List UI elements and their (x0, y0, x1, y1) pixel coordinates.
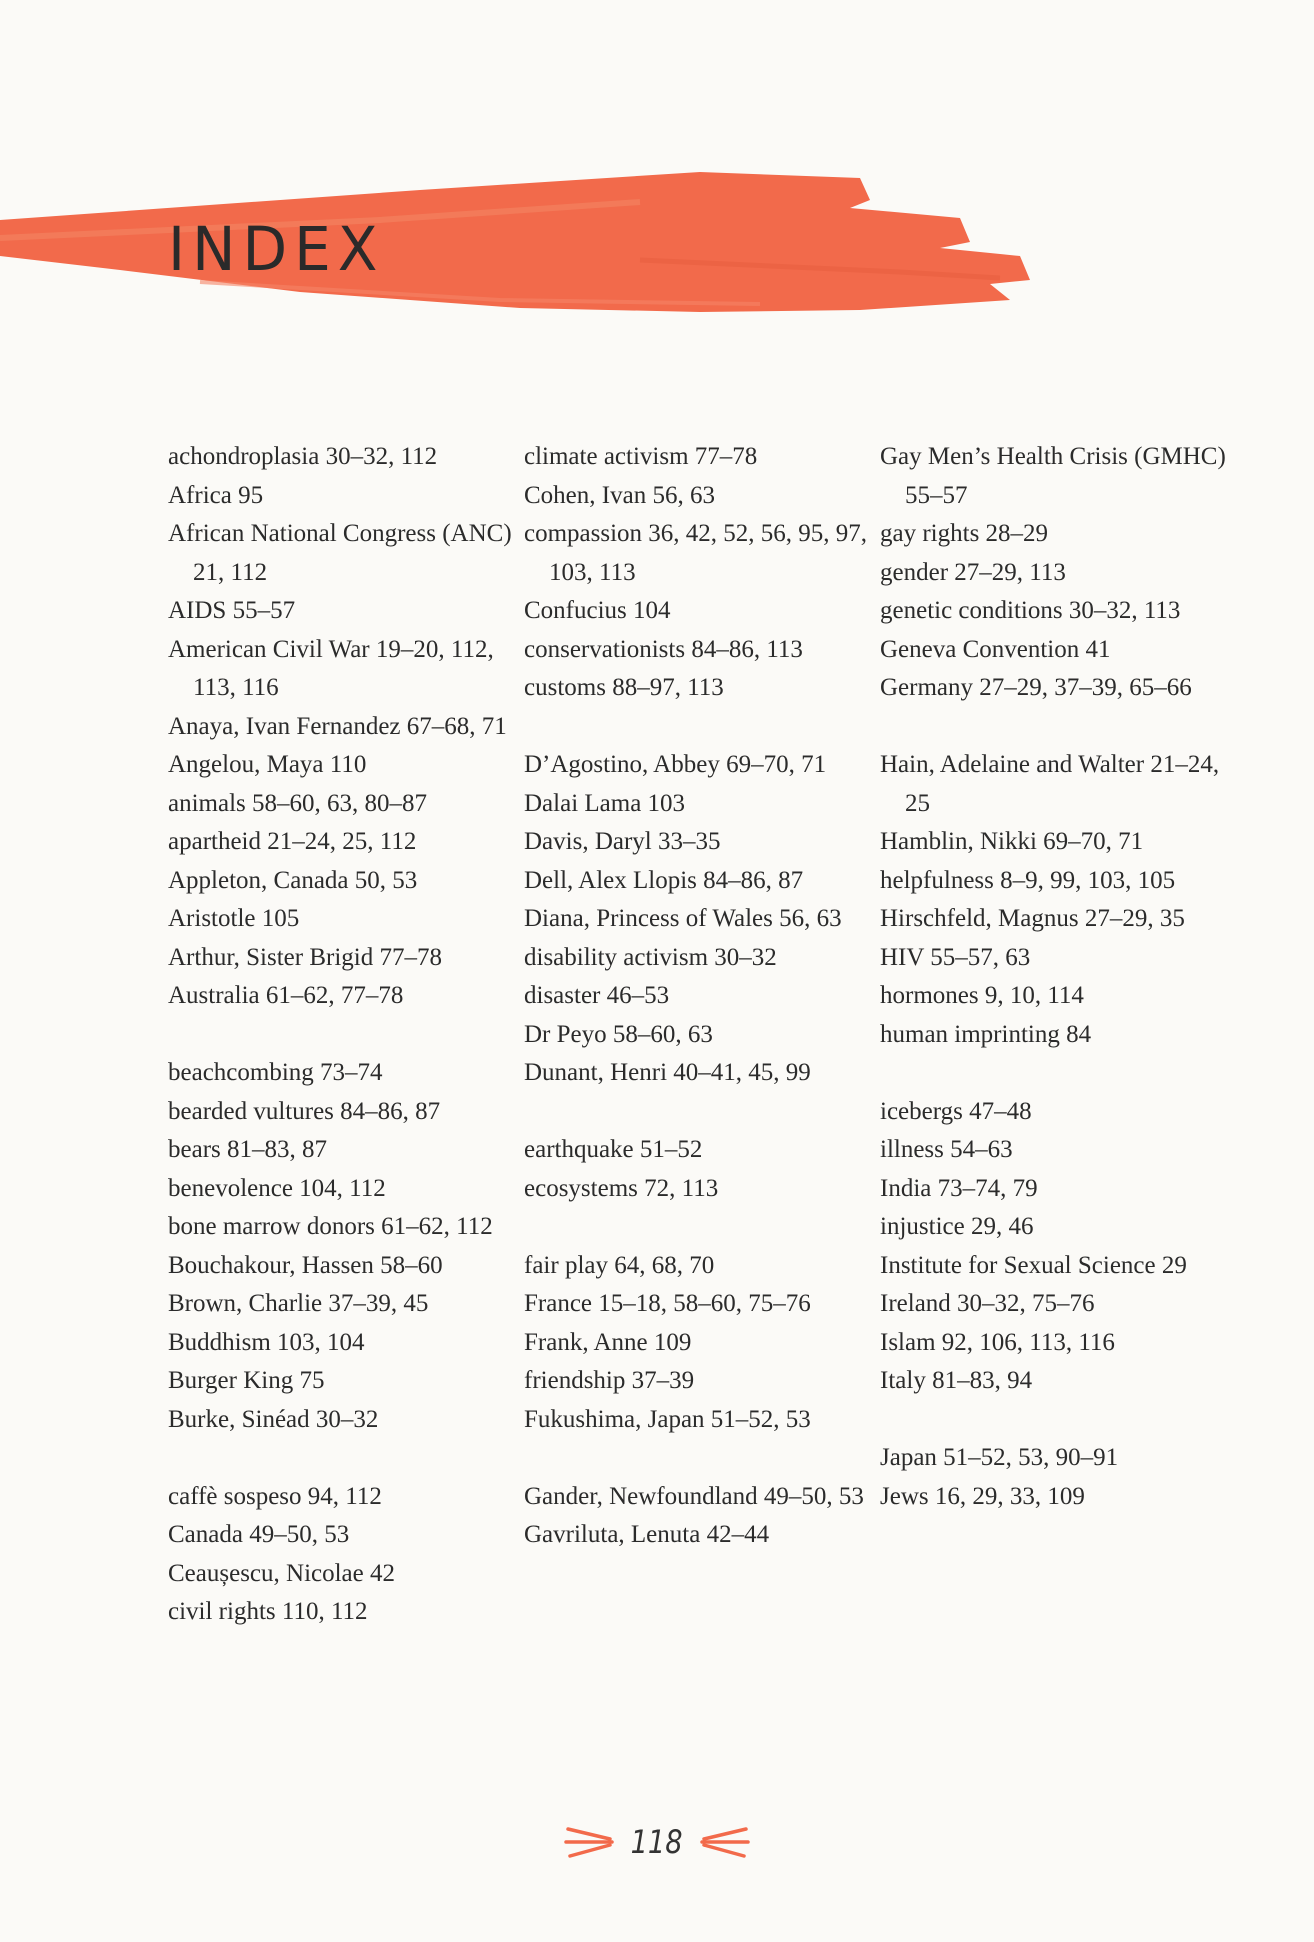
index-entry: Dunant, Henri 40–41, 45, 99 (524, 1059, 811, 1086)
letter-group-gap (880, 1054, 1230, 1093)
index-entry: D’Agostino, Abbey 69–70, 71 (524, 751, 827, 778)
letter-group-gap (880, 708, 1230, 747)
index-entry: bone marrow donors 61–62, 112 (168, 1213, 493, 1240)
index-entry: Ceaușescu, Nicolae 42 (168, 1559, 396, 1587)
letter-group-gap (880, 1401, 1230, 1440)
index-entry: Ireland 30–32, 75–76 (880, 1290, 1095, 1317)
index-entry: France 15–18, 58–60, 75–76 (524, 1290, 811, 1317)
index-entry: Burger King 75 (168, 1367, 325, 1394)
index-entry: customs 88–97, 113 (524, 674, 724, 701)
index-entry: Diana, Princess of Wales 56, 63 (524, 905, 842, 932)
index-entry: civil rights 110, 112 (168, 1598, 368, 1625)
index-entry: gender 27–29, 113 (880, 558, 1066, 586)
letter-group-gap (168, 1439, 518, 1478)
index-entry: Islam 92, 106, 113, 116 (880, 1328, 1115, 1356)
index-entry: Hirschfeld, Magnus 27–29, 35 (880, 905, 1185, 932)
index-entry: American Civil War 19–20, 112, 113, 116 (168, 635, 494, 701)
index-entry: hormones 9, 10, 114 (880, 982, 1084, 1009)
index-entry: achondroplasia 30–32, 112 (168, 443, 438, 470)
index-entry: genetic conditions 30–32, 113 (880, 597, 1181, 624)
index-entry: Dalai Lama 103 (524, 789, 686, 817)
index-entry: Aristotle 105 (168, 905, 300, 932)
index-entry: Geneva Convention 41 (880, 635, 1111, 663)
index-entry: Gay Men’s Health Crisis (GMHC) 55–57 (880, 443, 1226, 509)
index-entry: human imprinting 84 (880, 1020, 1092, 1048)
index-entry: apartheid 21–24, 25, 112 (168, 828, 417, 855)
index-entry: HIV 55–57, 63 (880, 943, 1031, 971)
letter-group-gap (524, 1439, 874, 1478)
index-entry: disability activism 30–32 (524, 943, 777, 971)
index-entry: ecosystems 72, 113 (524, 1174, 719, 1202)
index-entry: Buddhism 103, 104 (168, 1328, 365, 1356)
index-entry: Angelou, Maya 110 (168, 751, 367, 778)
index-entry: Australia 61–62, 77–78 (168, 982, 404, 1009)
index-entry: injustice 29, 46 (880, 1213, 1034, 1240)
page-footer (0, 1812, 1314, 1872)
index-entry: Institute for Sexual Science 29 (880, 1251, 1187, 1279)
index-entry: animals 58–60, 63, 80–87 (168, 789, 428, 817)
index-entry: Fukushima, Japan 51–52, 53 (524, 1405, 811, 1433)
index-entry: Appleton, Canada 50, 53 (168, 866, 418, 894)
index-column-3 (880, 438, 1230, 1516)
index-entry: benevolence 104, 112 (168, 1174, 386, 1202)
index-entry: bearded vultures 84–86, 87 (168, 1097, 441, 1125)
index-entry: illness 54–63 (880, 1136, 1013, 1163)
index-entry: Bouchakour, Hassen 58–60 (168, 1251, 443, 1279)
index-column-2 (524, 438, 874, 1555)
index-entry: compassion 36, 42, 52, 56, 95, 97, 103, 113 (524, 520, 868, 586)
right-chevron-decoration-icon (698, 1825, 750, 1859)
index-entry: Hain, Adelaine and Walter 21–24, 25 (880, 751, 1220, 817)
index-entry: helpfulness 8–9, 99, 103, 105 (880, 866, 1176, 894)
index-entry: India 73–74, 79 (880, 1174, 1038, 1202)
index-entry: caffè sospeso 94, 112 (168, 1482, 382, 1510)
index-entry: friendship 37–39 (524, 1367, 695, 1394)
index-entry: Frank, Anne 109 (524, 1328, 692, 1356)
left-chevron-decoration-icon (564, 1825, 616, 1859)
letter-group-gap (524, 708, 874, 747)
index-entry: earthquake 51–52 (524, 1136, 703, 1163)
index-entry: Brown, Charlie 37–39, 45 (168, 1290, 429, 1317)
index-column-1 (168, 438, 518, 1632)
index-entry: Germany 27–29, 37–39, 65–66 (880, 674, 1192, 701)
title-brush-banner (0, 160, 1040, 360)
index-entry: Davis, Daryl 33–35 (524, 828, 721, 855)
index-entry: Dr Peyo 58–60, 63 (524, 1020, 713, 1048)
index-entry: Jews 16, 29, 33, 109 (880, 1482, 1085, 1510)
index-entry: Arthur, Sister Brigid 77–78 (168, 943, 442, 971)
index-entry: bears 81–83, 87 (168, 1136, 327, 1163)
page-number: 118 (631, 1823, 683, 1861)
index-entry: Gander, Newfoundland 49–50, 53 (524, 1482, 864, 1510)
index-entry: climate activism 77–78 (524, 443, 758, 470)
index-entry: Cohen, Ivan 56, 63 (524, 481, 715, 509)
index-entry: AIDS 55–57 (168, 597, 296, 624)
index-entry: icebergs 47–48 (880, 1097, 1032, 1125)
index-entry: Japan 51–52, 53, 90–91 (880, 1444, 1119, 1471)
letter-group-gap (524, 1093, 874, 1132)
index-entry: Canada 49–50, 53 (168, 1521, 350, 1548)
index-entry: fair play 64, 68, 70 (524, 1251, 715, 1279)
index-entry: gay rights 28–29 (880, 520, 1049, 547)
index-entry: Gavriluta, Lenuta 42–44 (524, 1521, 770, 1548)
page-title: INDEX (168, 213, 385, 285)
index-entry: beachcombing 73–74 (168, 1059, 383, 1086)
letter-group-gap (524, 1208, 874, 1247)
index-entry: Burke, Sinéad 30–32 (168, 1405, 379, 1433)
index-entry: Italy 81–83, 94 (880, 1367, 1033, 1394)
index-entry: conservationists 84–86, 113 (524, 635, 803, 663)
index-entry: African National Congress (ANC) 21, 112 (168, 520, 512, 586)
index-entry: disaster 46–53 (524, 982, 670, 1009)
index-entry: Hamblin, Nikki 69–70, 71 (880, 828, 1144, 855)
index-entry: Confucius 104 (524, 597, 671, 624)
letter-group-gap (168, 1016, 518, 1055)
index-entry: Africa 95 (168, 481, 264, 509)
index-entry: Anaya, Ivan Fernandez 67–68, 71 (168, 712, 507, 740)
index-entry: Dell, Alex Llopis 84–86, 87 (524, 866, 804, 894)
